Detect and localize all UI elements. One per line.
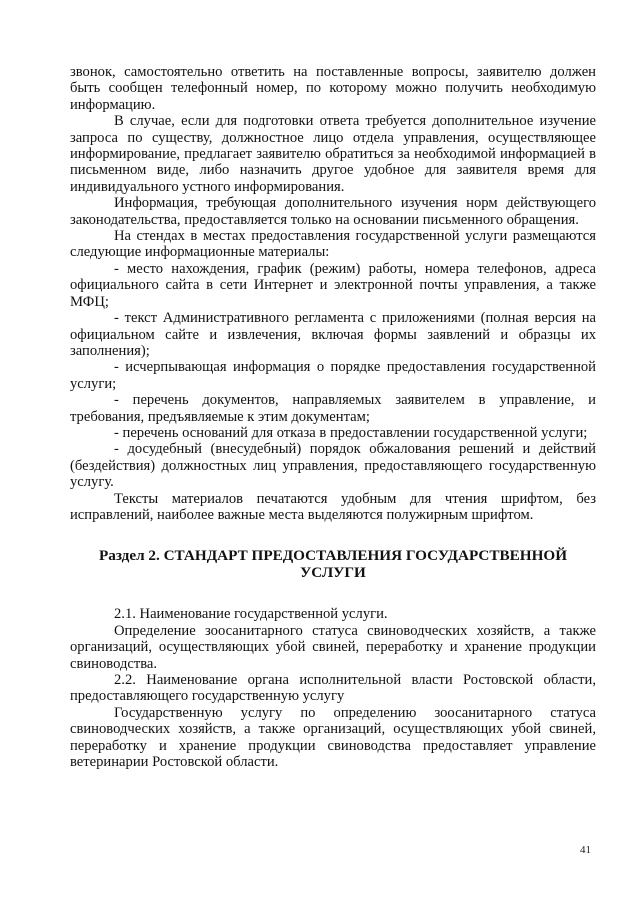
list-item: - перечень документов, направляемых заявителем в управление, и требования, предъявляемые к этим документам; — [70, 392, 596, 425]
list-item: - место нахождения, график (режим) работы, номера телефонов, адреса официального сайта в сети Интернет и электронной почты управления, а также МФЦ; — [70, 260, 596, 310]
paragraph: Информация, требующая дополнительного изучения норм действующего законодательства, предоставляется только на основании письменного обращения. — [70, 195, 596, 228]
paragraph: Определение зоосанитарного статуса свиноводческих хозяйств, а также организаций, осуществляющих убой свиней, переработку и хранение продукции свиноводства. — [70, 622, 596, 672]
paragraph: На стендах в местах предоставления государственной услуги размещаются следующие информационные материалы: — [70, 228, 596, 261]
paragraph: В случае, если для подготовки ответа требуется дополнительное изучение запроса по существу, должностное лицо отдела управления, осуществляющее информирование, предлагает заявителю обратиться за необходимой информацией в письменном виде, либо назначить другое удобное для заявителя время для индивидуального устного информирования. — [70, 113, 596, 195]
paragraph: 2.1. Наименование государственной услуги. — [114, 606, 388, 623]
list-item: - досудебный (внесудебный) порядок обжалования решений и действий (бездействия) должностных лиц управления, предоставляющего государственную услугу. — [70, 441, 596, 491]
paragraph: Тексты материалов печатаются удобным для чтения шрифтом, без исправлений, наиболее важные места выделяются полужирным шрифтом. — [70, 490, 596, 523]
list-item: - исчерпывающая информация о порядке предоставления государственной услуги; — [70, 359, 596, 392]
list-item: - перечень оснований для отказа в предоставлении государственной услуги; — [114, 424, 588, 441]
paragraph: Государственную услугу по определению зоосанитарного статуса свиноводческих хозяйств, а также организаций, осуществляющих убой свиней, переработку и хранение продукции свиноводства предоставляет управление ветеринарии Ростовской области. — [70, 704, 596, 771]
page-number: 41 — [580, 844, 591, 856]
document-page — [70, 64, 596, 770]
list-item: - текст Административного регламента с приложениями (полная версия на официальном сайте и извлечения, включая формы заявлений и образцы их заполнения); — [70, 310, 596, 359]
section-heading: Раздел 2. СТАНДАРТ ПРЕДОСТАВЛЕНИЯ ГОСУДАРСТВЕННОЙ УСЛУГИ — [98, 547, 568, 582]
paragraph: 2.2. Наименование органа исполнительной власти Ростовской области, предоставляющего государственную услугу — [70, 672, 596, 705]
paragraph: звонок, самостоятельно ответить на поставленные вопросы, заявителю должен быть сообщен телефонный номер, по которому можно получить необходимую информацию. — [70, 64, 596, 113]
